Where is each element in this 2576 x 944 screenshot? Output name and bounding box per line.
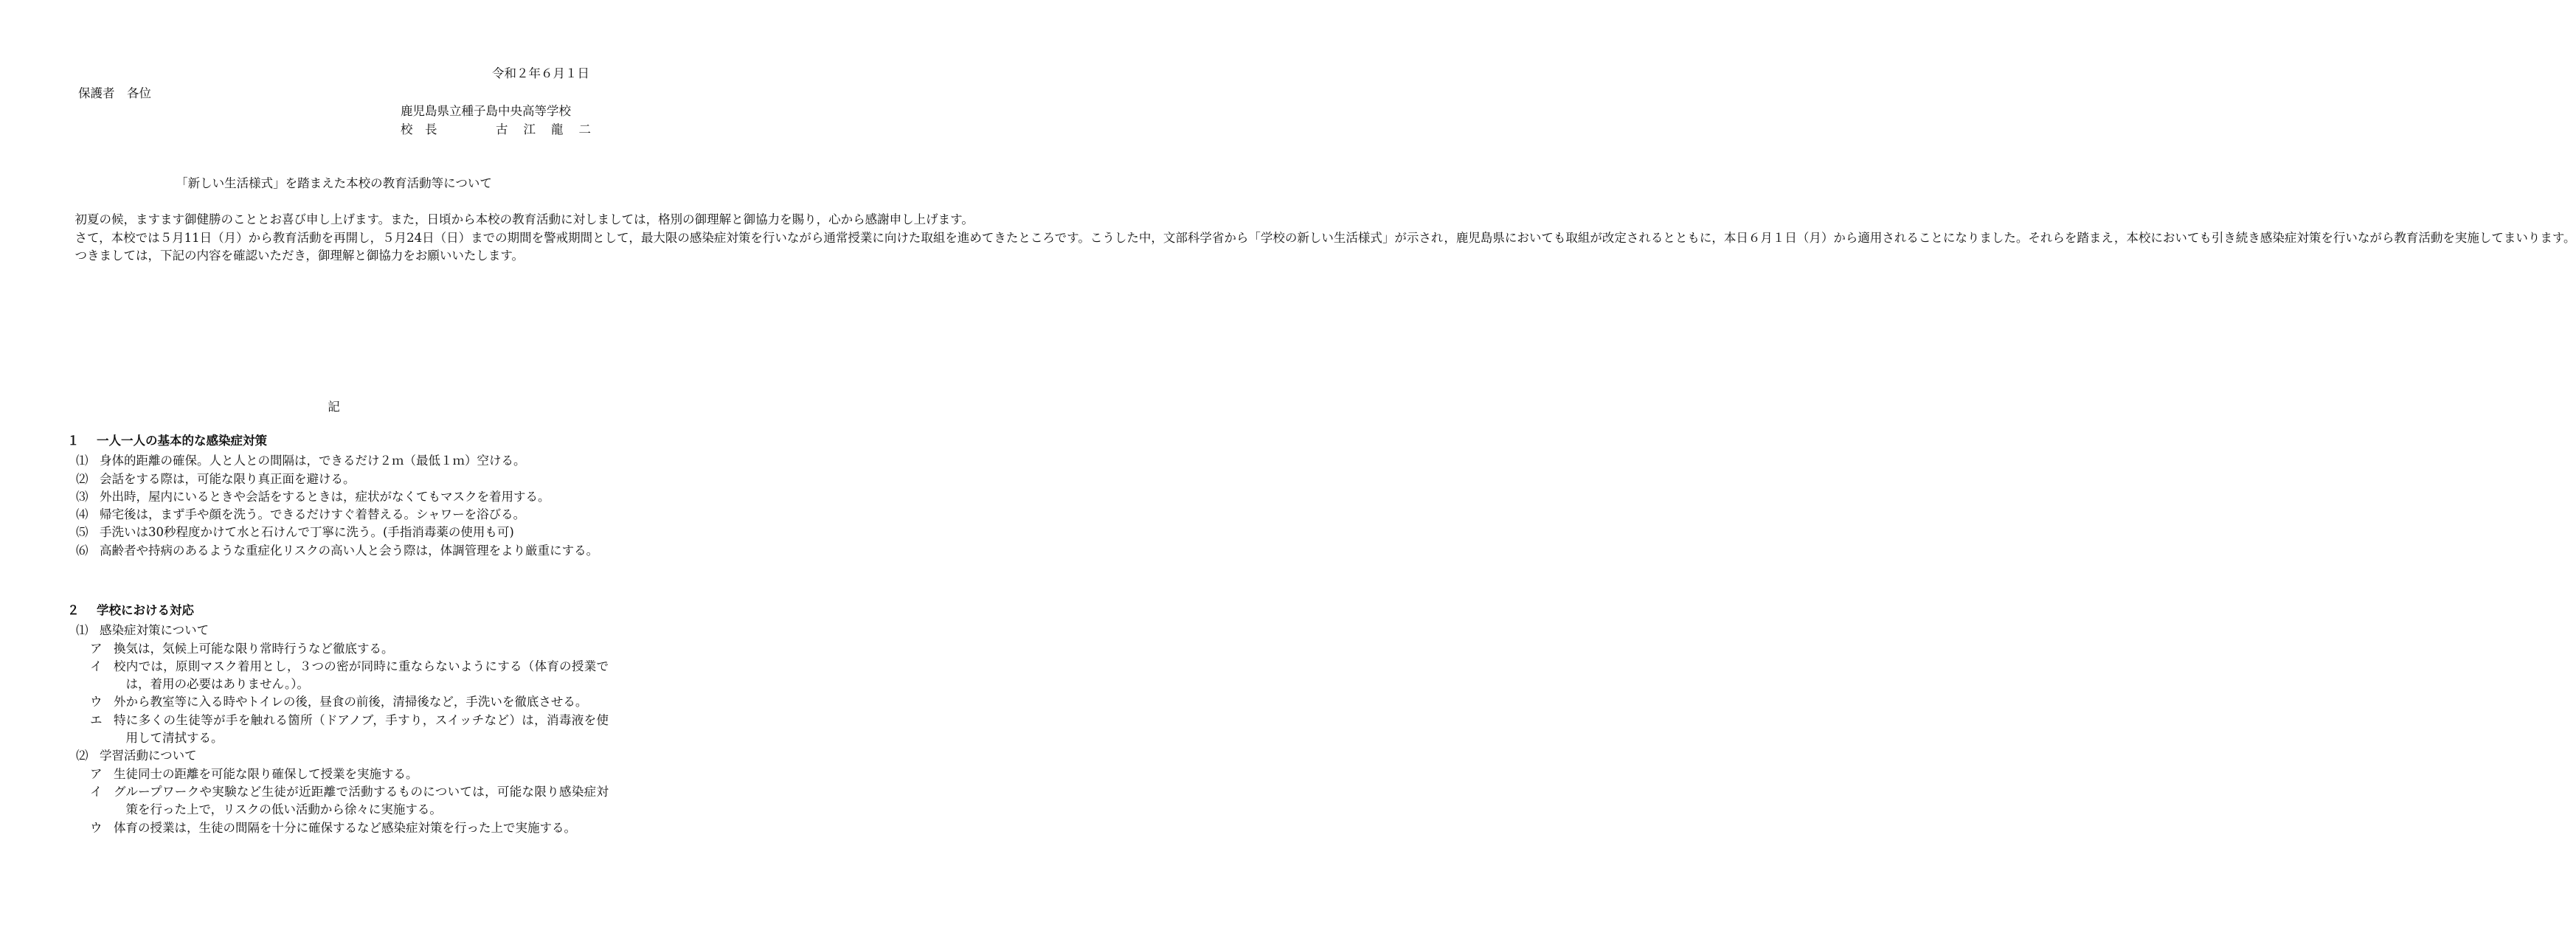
list-item <box>63 658 609 694</box>
list-item <box>63 452 609 470</box>
body-text <box>63 211 2576 266</box>
section-heading <box>63 602 609 620</box>
document-title: 「新しい生活様式」を踏まえた本校の教育活動等について <box>176 176 492 190</box>
sender-school: 鹿児島県立種子島中央高等学校 <box>401 104 571 118</box>
item-text: 生徒同士の距離を可能な限り確保して授業を実施する。 <box>114 766 418 781</box>
item-marker: ウ <box>90 695 103 709</box>
item-text: 身体的距離の確保。人と人との間隔は，できるだけ２ｍ（最低１ｍ）空ける。 <box>100 454 526 468</box>
item-marker: ⑶ <box>76 489 89 504</box>
section-title: 一人一人の基本的な感染症対策 <box>97 434 267 448</box>
section-title: 学校における対応 <box>97 603 194 617</box>
item-text: 外から教室等に入る時やトイレの後，昼食の前後，清掃後など，手洗いを徹底させる。 <box>114 695 588 709</box>
list-item <box>63 471 609 488</box>
list-item <box>63 783 609 819</box>
item-marker: ⑷ <box>76 507 89 522</box>
subsection-heading <box>63 747 609 765</box>
sender-name: 古江龍二 <box>496 122 606 136</box>
section-basic-measures <box>63 432 609 560</box>
list-item <box>63 488 609 506</box>
list-item <box>63 506 609 524</box>
sender-position: 校 長 <box>401 122 437 136</box>
item-marker: ウ <box>90 820 103 835</box>
item-marker: ⑴ <box>76 454 89 468</box>
subsection-heading <box>63 622 609 639</box>
list-item <box>63 542 609 560</box>
sender-signature <box>401 119 606 137</box>
section-number: ２ <box>67 603 80 617</box>
section-number: １ <box>67 434 80 448</box>
body-paragraph: つきましては，下記の内容を確認いただき，御理解と御協力をお願いいたします。 <box>75 249 524 263</box>
ki-marker: 記 <box>328 400 340 414</box>
list-item <box>63 766 609 783</box>
item-text: 帰宅後は，まず手や顔を洗う。できるだけすぐ着替える。シャワーを浴びる。 <box>100 507 526 522</box>
document-date: 令和２年６月１日 <box>492 66 589 80</box>
item-marker: ⑸ <box>76 525 89 540</box>
item-marker: イ <box>90 784 103 799</box>
item-marker: ⑵ <box>76 471 89 486</box>
list-item <box>63 524 609 541</box>
body-paragraph: 初夏の候，ますます御健勝のこととお喜び申し上げます。また，日頃から本校の教育活動に対しましては，格別の御理解と御協力を賜り，心から感謝申し上げます。 <box>75 212 974 226</box>
item-text: 会話をする際は，可能な限り真正面を避ける。 <box>100 471 356 486</box>
item-text: 高齢者や持病のあるような重症化リスクの高い人と会う際は，体調管理をより厳重にする。 <box>100 543 599 558</box>
list-item <box>63 640 609 658</box>
item-text: 換気は，気候上可能な限り常時行うなど徹底する。 <box>114 641 394 656</box>
list-item <box>63 819 609 837</box>
item-text: グループワークや実験など生徒が近距離で活動するものについては，可能な限り感染症対策を行った上で，リスクの低い活動から徐々に実施する。 <box>114 784 609 817</box>
section-heading <box>63 432 609 450</box>
list-item <box>63 693 609 711</box>
subsection-title: 感染症対策について <box>100 623 210 638</box>
body-paragraph: さて，本校では５月11日（月）から教育活動を再開し，５月24日（日）までの期間を警戒期間として，最大限の感染症対策を行いながら通常授業に向けた取組を進めてきたところです。こうした中，文部科学省から「学校の新しい生活様式」が示され，鹿児島県においても取組が改定されるとともに，本日６月１日（月）から適用されることになりました。それらを踏まえ，本校においても引き続き感染症対策を行いながら教育活動を実施してまいります。 <box>75 230 2576 245</box>
item-text: 特に多くの生徒等が手を触れる箇所（ドアノブ，手すり，スイッチなど）は，消毒液を使用して清拭する。 <box>114 712 609 746</box>
section-school-response <box>63 602 609 837</box>
item-marker: ⑴ <box>76 623 89 638</box>
recipient: 保護者 各位 <box>78 86 151 100</box>
item-text: 外出時，屋内にいるときや会話をするときは，症状がなくてもマスクを着用する。 <box>100 489 550 504</box>
list-item <box>63 712 609 748</box>
item-marker: ア <box>90 641 103 656</box>
item-marker: イ <box>90 659 103 673</box>
item-text: 手洗いは30秒程度かけて水と石けんで丁寧に洗う。(手指消毒薬の使用も可) <box>100 525 514 540</box>
item-text: 体育の授業は，生徒の間隔を十分に確保するなど感染症対策を行った上で実施する。 <box>114 820 576 835</box>
item-text: 校内では，原則マスク着用とし，３つの密が同時に重ならないようにする（体育の授業では，着用の必要はありません。）。 <box>114 659 609 692</box>
subsection-title: 学習活動について <box>100 749 197 763</box>
item-marker: ⑵ <box>76 749 89 763</box>
item-marker: ア <box>90 766 103 781</box>
item-marker: ⑹ <box>76 543 89 558</box>
item-marker: エ <box>90 712 103 727</box>
